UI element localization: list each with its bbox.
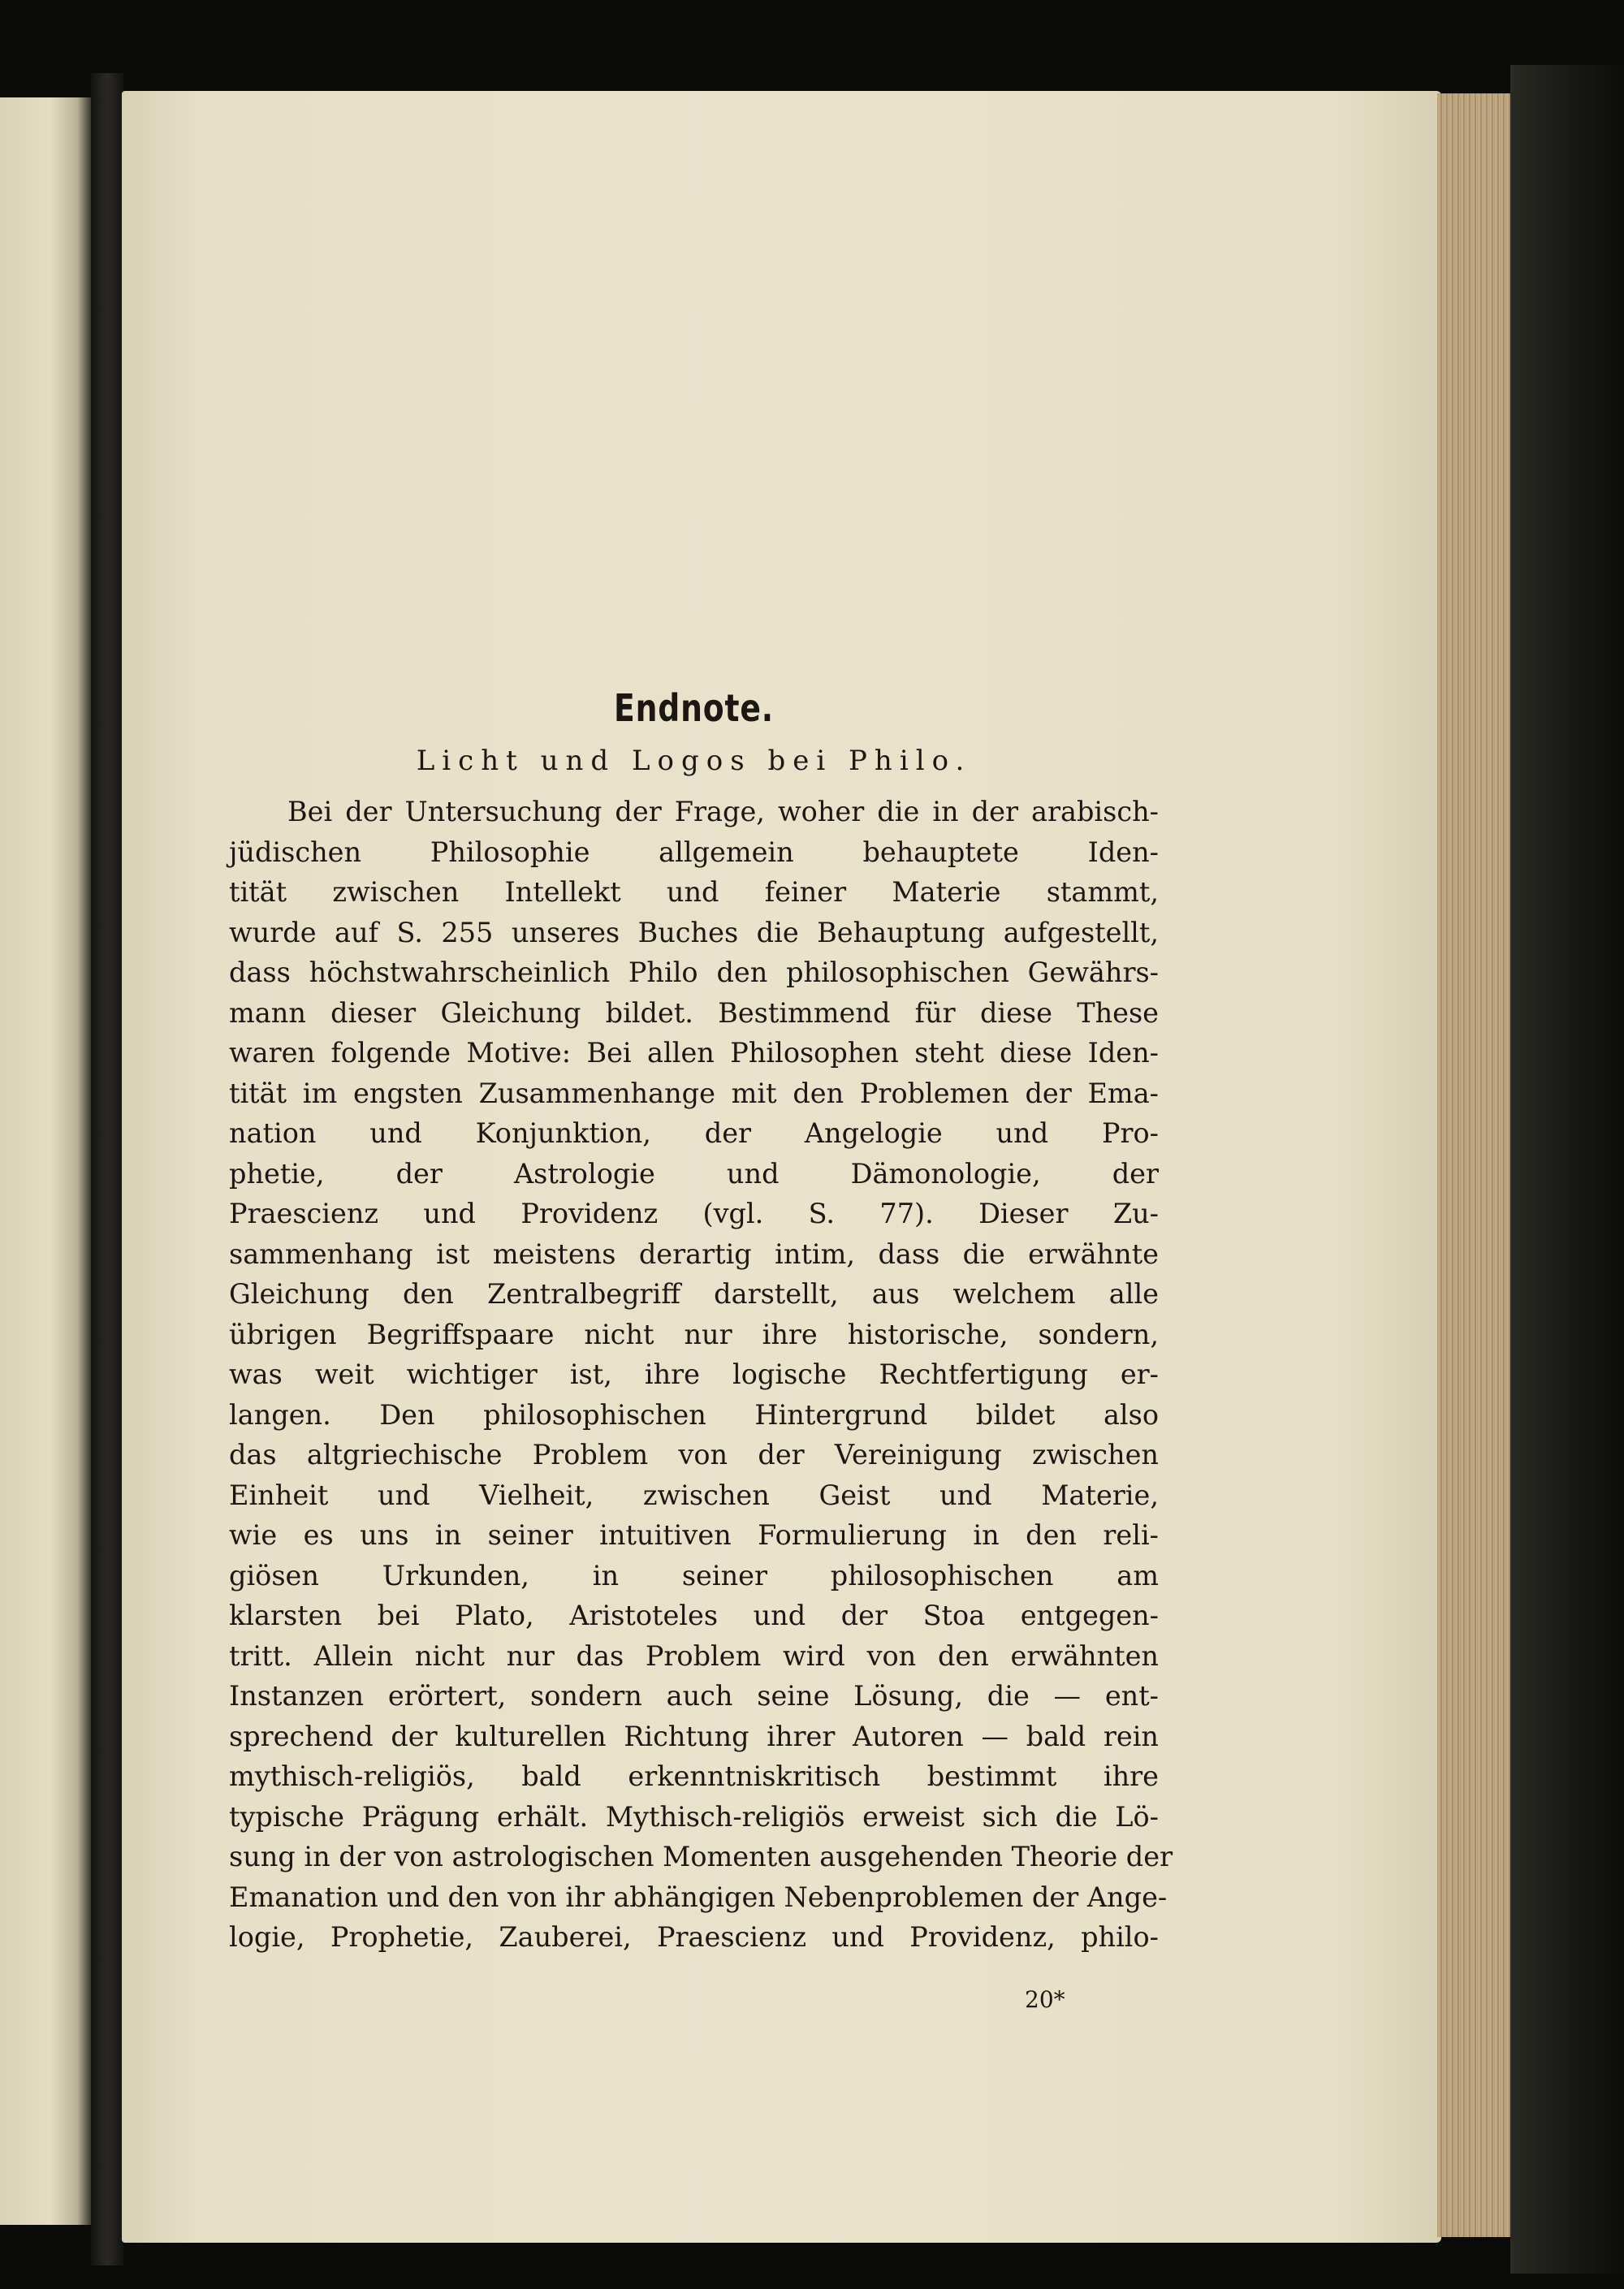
left-page-edge: [0, 97, 91, 2225]
text-line: sung in der von astrologischen Momenten ausgehenden Theorie der: [229, 1841, 1173, 1872]
text-line: langen. Den philosophischen Hintergrund bildet also: [229, 1398, 1159, 1431]
text-line: mythisch-religiös, bald erkenntniskritisch bestimmt ihre: [229, 1760, 1159, 1792]
text-line: das altgriechische Problem von der Vereinigung zwischen: [229, 1439, 1159, 1471]
text-line: sprechend der kulturellen Richtung ihrer Autoren — bald rein: [229, 1720, 1159, 1752]
text-line: was weit wichtiger ist, ihre logische Rechtfertigung er-: [229, 1358, 1159, 1390]
body-paragraph: [229, 792, 1173, 1958]
text-line: übrigen Begriffspaare nicht nur ihre historische, sondern,: [229, 1318, 1159, 1350]
text-line: Instanzen erörtert, sondern auch seine Lösung, die — ent-: [229, 1680, 1159, 1712]
text-line: nation und Konjunktion, der Angelogie und Pro-: [229, 1117, 1159, 1149]
text-line: mann dieser Gleichung bildet. Bestimmend für diese These: [229, 996, 1159, 1029]
book-gutter: [91, 73, 123, 2265]
text-line: dass höchstwahrscheinlich Philo den philosophischen Gewährs-: [229, 957, 1159, 988]
page-stack-edges: [1437, 93, 1510, 2237]
text-line: waren folgende Motive: Bei allen Philosophen steht diese Iden-: [229, 1037, 1159, 1069]
text-line: Bei der Untersuchung der Frage, woher die in der arabisch-: [287, 796, 1159, 827]
section-heading: Endnote.: [614, 686, 774, 730]
text-line: Praescienz und Providenz (vgl. S. 77). Dieser Zu-: [229, 1198, 1159, 1229]
text-line: klarsten bei Plato, Aristoteles und der Stoa entgegen-: [229, 1600, 1159, 1631]
text-line: tritt. Allein nicht nur das Problem wird von den erwähnten: [229, 1639, 1159, 1672]
text-line: sammenhang ist meistens derartig intim, dass die erwähnte: [229, 1237, 1159, 1270]
book-cover-edge: [1510, 65, 1624, 2274]
text-line: jüdischen Philosophie allgemein behauptete Iden-: [229, 836, 1159, 868]
text-line: Emanation und den von ihr abhängigen Nebenproblemen der Ange-: [229, 1881, 1168, 1913]
text-line: wie es uns in seiner intuitiven Formulierung in den reli-: [229, 1519, 1159, 1551]
text-line: typische Prägung erhält. Mythisch-religiös erweist sich die Lö-: [229, 1800, 1159, 1833]
page-signature: 20*: [1025, 1986, 1065, 2013]
text-line: logie, Prophetie, Zauberei, Praescienz und Providenz, philo-: [229, 1921, 1159, 1953]
text-line: Einheit und Vielheit, zwischen Geist und Materie,: [229, 1479, 1159, 1511]
text-line: Gleichung den Zentralbegriff darstellt, aus welchem alle: [229, 1278, 1159, 1310]
section-subheading: Licht und Logos bei Philo.: [416, 745, 972, 777]
text-line: wurde auf S. 255 unseres Buches die Behauptung aufgestellt,: [229, 916, 1159, 948]
text-line: tität zwischen Intellekt und feiner Materie stammt,: [229, 876, 1159, 908]
text-line: giösen Urkunden, in seiner philosophischen am: [229, 1559, 1159, 1592]
text-line: phetie, der Astrologie und Dämonologie, der: [229, 1157, 1159, 1190]
text-line: tität im engsten Zusammenhange mit den Problemen der Ema-: [229, 1077, 1159, 1109]
page-text: [229, 686, 1173, 1958]
